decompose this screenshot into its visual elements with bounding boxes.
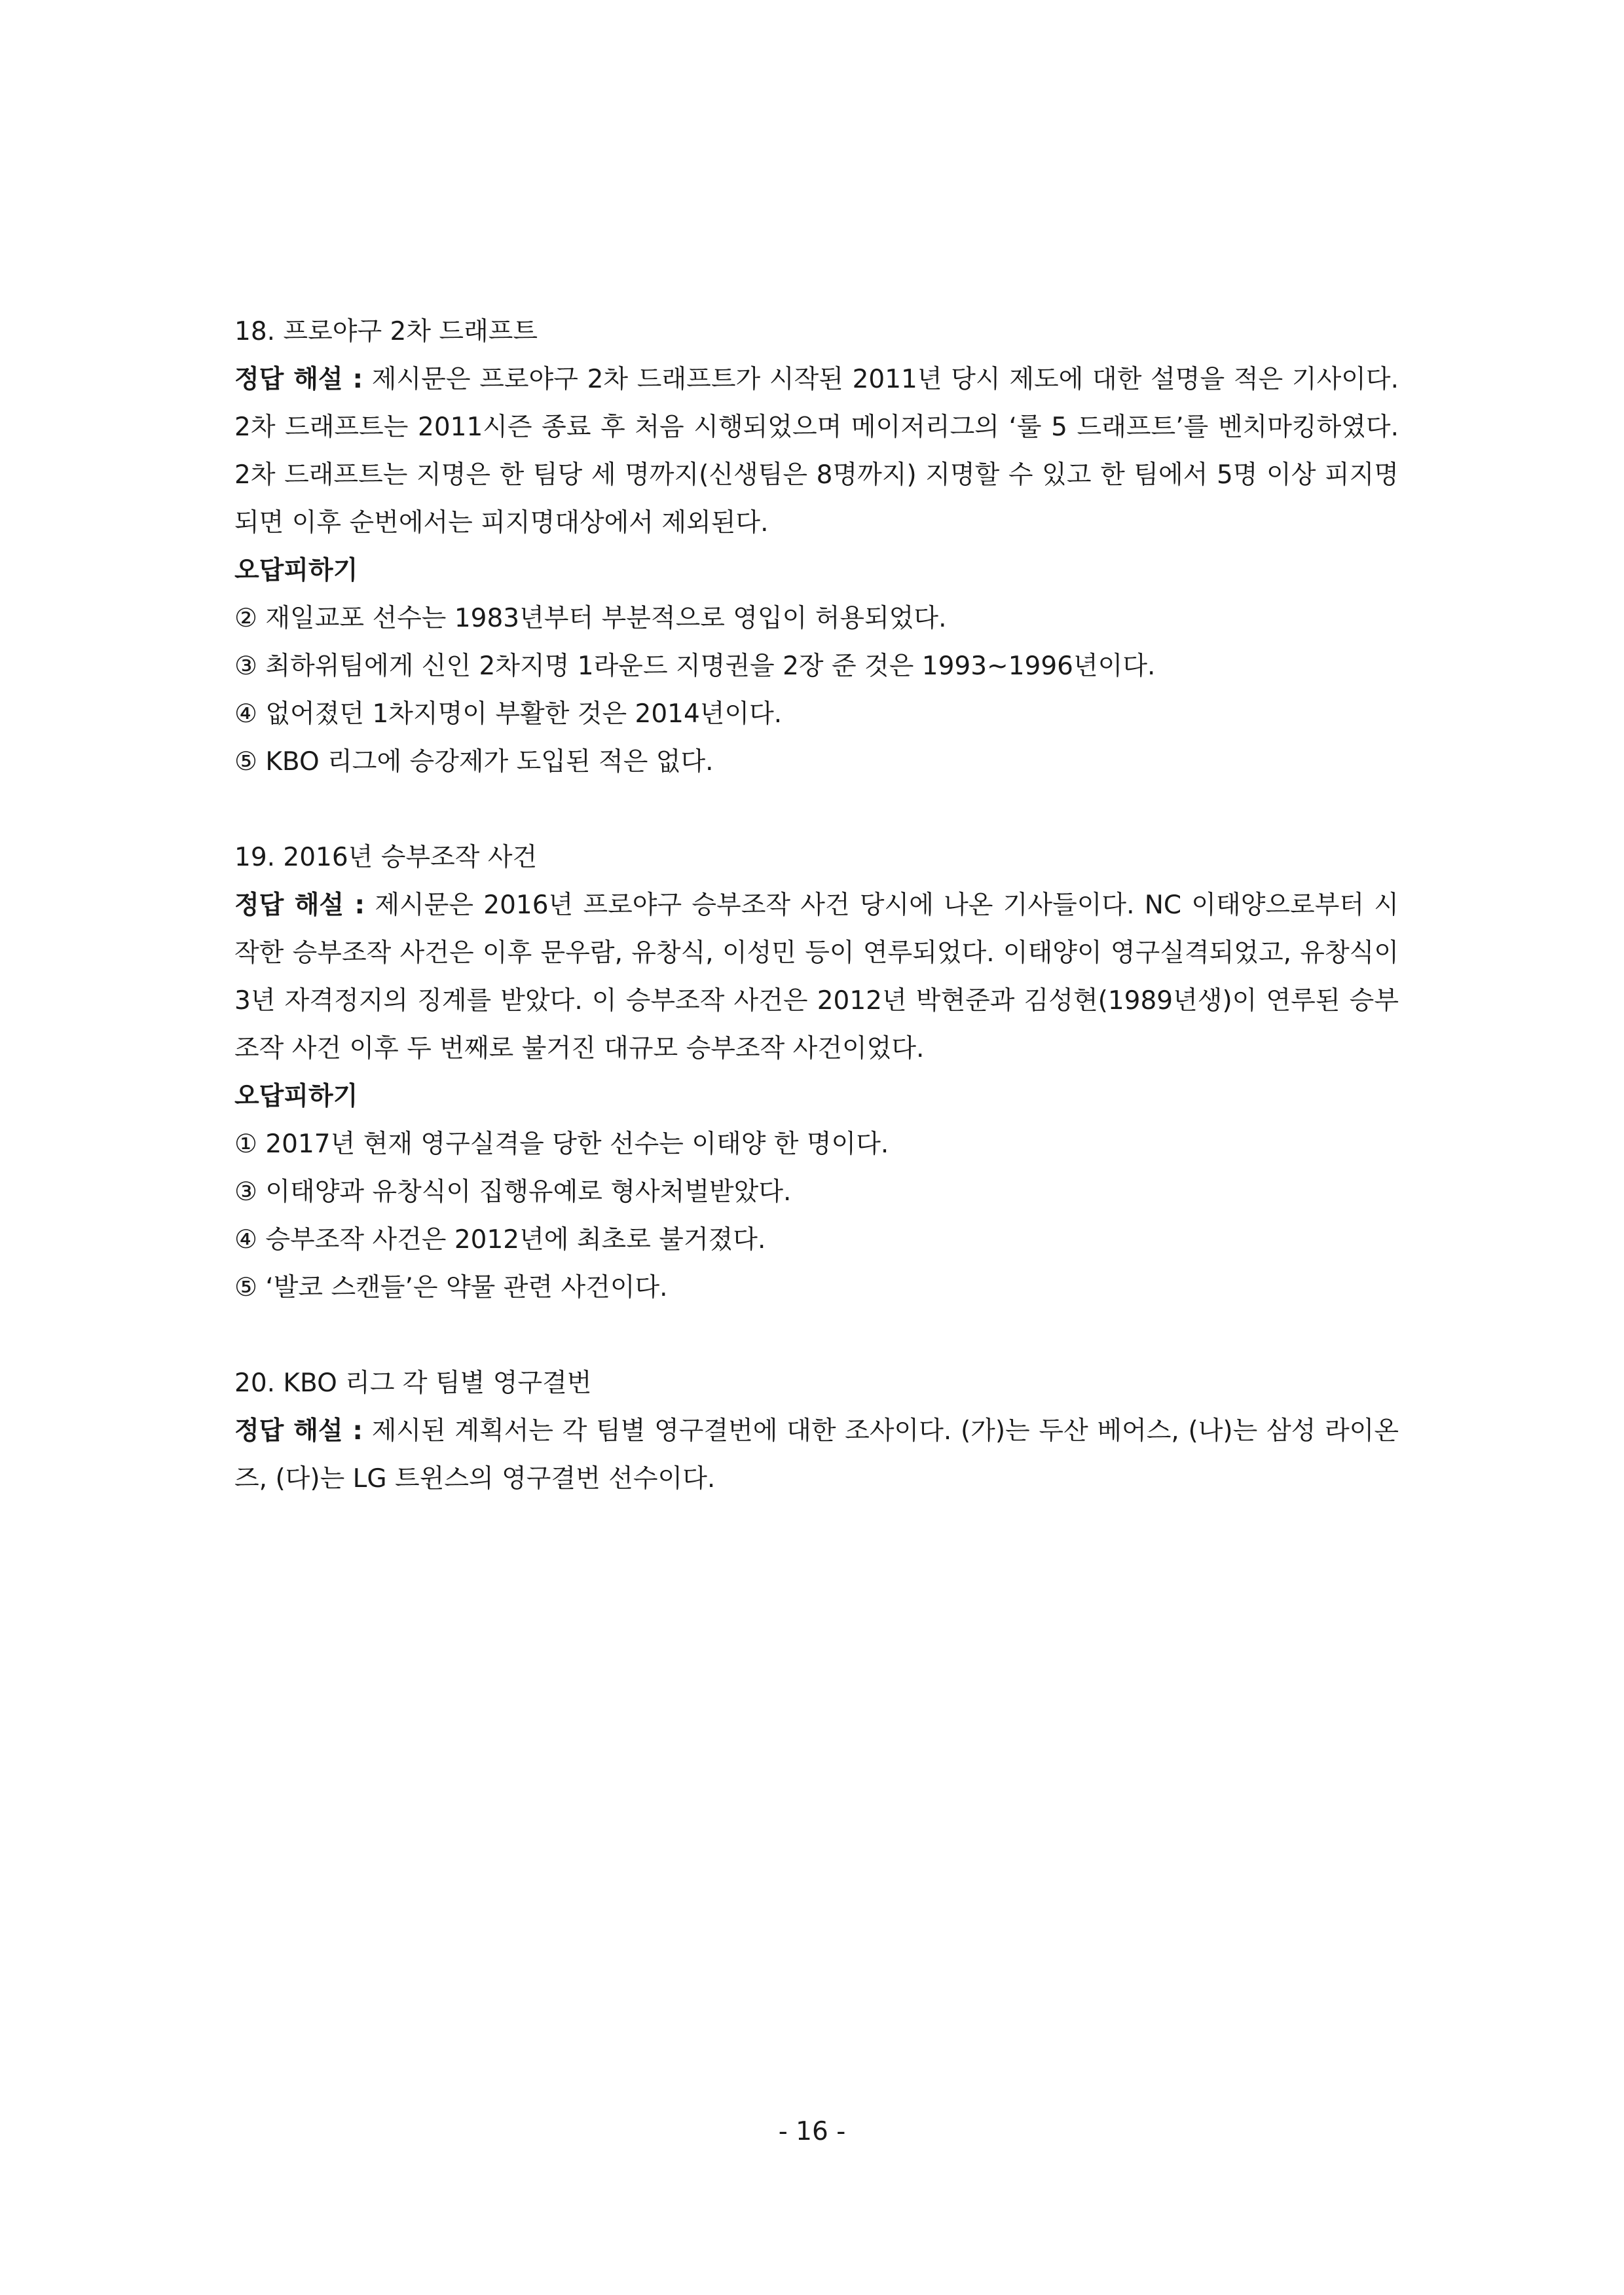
- wrong-answer-list: [234, 595, 1399, 786]
- answer-text: 제시문은 2016년 프로야구 승부조작 사건 당시에 나온 기사들이다. NC 이태양으로부터 시작한 승부조작 사건은 이후 문우람, 유창식, 이성민 등이 연루되었다. 이태양이 영구실격되었고, 유창식이 3년 자격정지의 징계를 받았다. 이 승부조작 사건은 2012년 박현준과 김성현(1989년생)이 연루된 승부조작 사건 이후 두 번째로 불거진 대규모 승부조작 사건이었다.: [234, 890, 1399, 1063]
- section-18: [234, 308, 1399, 786]
- avoid-wrong-heading: 오답피하기: [234, 1082, 358, 1111]
- list-item: ④ 승부조작 사건은 2012년에 최초로 불거졌다.: [234, 1225, 766, 1255]
- section-title: 20. KBO 리그 각 팀별 영구결번: [234, 1368, 592, 1398]
- answer-explanation: [234, 1407, 1399, 1503]
- page-number: - 16 -: [778, 2117, 846, 2146]
- section-title: 19. 2016년 승부조작 사건: [234, 843, 538, 872]
- answer-text: 제시된 계획서는 각 팀별 영구결번에 대한 조사이다. (가)는 두산 베어스, (나)는 삼성 라이온즈, (다)는 LG 트윈스의 영구결번 선수이다.: [234, 1416, 1399, 1494]
- document-body: [234, 308, 1399, 1503]
- section-title: 18. 프로야구 2차 드래프트: [234, 317, 538, 346]
- list-item: ⑤ KBO 리그에 승강제가 도입된 적은 없다.: [234, 747, 714, 777]
- list-item: ⑤ ‘발코 스캔들’은 약물 관련 사건이다.: [234, 1273, 668, 1302]
- list-item: ③ 최하위팀에게 신인 2차지명 1라운드 지명권을 2장 준 것은 1993~1996년이다.: [234, 652, 1156, 681]
- list-item: ③ 이태양과 유창식이 집행유예로 형사처벌받았다.: [234, 1177, 792, 1207]
- answer-explanation: [234, 881, 1399, 1073]
- section-20: [234, 1359, 1399, 1503]
- answer-label: 정답 해설 :: [234, 890, 365, 920]
- list-item: ② 재일교포 선수는 1983년부터 부분적으로 영입이 허용되었다.: [234, 604, 947, 633]
- answer-text: 제시문은 프로야구 2차 드래프트가 시작된 2011년 당시 제도에 대한 설명을 적은 기사이다. 2차 드래프트는 2011시즌 종료 후 처음 시행되었으며 메이저리그의 ‘룰 5 드래프트’를 벤치마킹하였다. 2차 드래프트는 지명은 한 팀당 세 명까지(신생팀은 8명까지) 지명할 수 있고 한 팀에서 5명 이상 피지명되면 이후 순번에서는 피지명대상에서 제외된다.: [234, 365, 1399, 538]
- answer-explanation: [234, 356, 1399, 547]
- avoid-wrong-heading: 오답피하기: [234, 556, 358, 585]
- list-item: ④ 없어졌던 1차지명이 부활한 것은 2014년이다.: [234, 699, 783, 729]
- answer-label: 정답 해설 :: [234, 1416, 363, 1446]
- list-item: ① 2017년 현재 영구실격을 당한 선수는 이태양 한 명이다.: [234, 1129, 889, 1159]
- wrong-answer-list: [234, 1120, 1399, 1312]
- section-19: [234, 834, 1399, 1312]
- answer-label: 정답 해설 :: [234, 365, 363, 394]
